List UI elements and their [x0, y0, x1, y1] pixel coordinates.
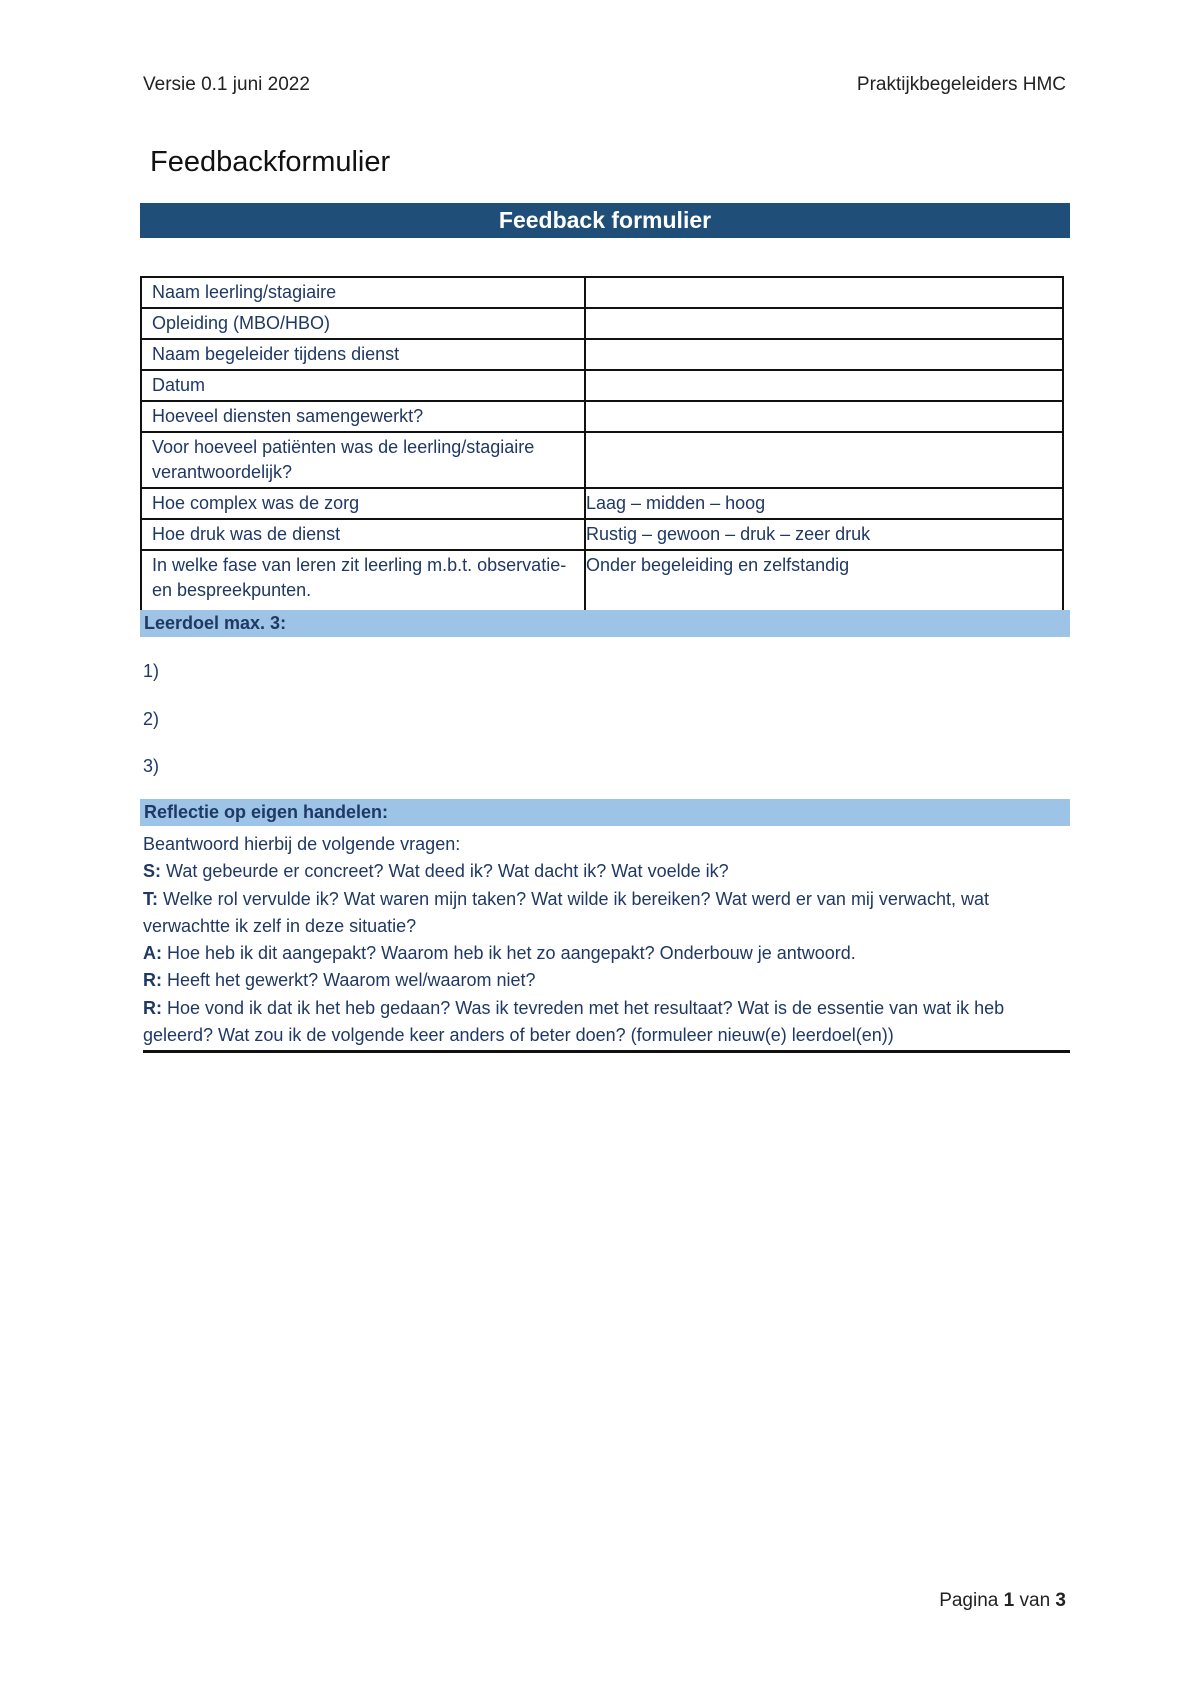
table-row: [141, 488, 1063, 519]
reflection-question: [143, 940, 1070, 967]
row-label: Opleiding (MBO/HBO): [141, 308, 585, 339]
learning-goals-heading: Leerdoel max. 3:: [140, 610, 1070, 637]
question-text: Hoe heb ik dit aangepakt? Waarom heb ik het zo aangepakt? Onderbouw je antwoord.: [162, 943, 856, 964]
row-label: Hoe complex was de zorg: [141, 488, 585, 519]
reflection-question: [143, 967, 1070, 994]
table-row: [141, 339, 1063, 370]
row-value-field[interactable]: Onder begeleiding en zelfstandig: [585, 550, 1063, 611]
page-title: Feedbackformulier: [150, 146, 391, 178]
table-row: [141, 519, 1063, 550]
learning-goal-item[interactable]: 3): [143, 756, 160, 776]
of-word: van: [1019, 1590, 1051, 1611]
table-row: [141, 277, 1063, 308]
row-label: In welke fase van leren zit leerling m.b.t. observatie- en bespreekpunten.: [141, 550, 585, 611]
table-row: [141, 370, 1063, 401]
question-text: Welke rol vervulde ik? Wat waren mijn taken? Wat wilde ik bereiken? Wat werd er van mij verwacht, wat verwachtte ik zelf in deze situatie?: [143, 888, 989, 936]
table-row: [141, 401, 1063, 432]
question-text: Heeft het gewerkt? Waarom wel/waarom niet?: [162, 970, 536, 991]
question-text: Wat gebeurde er concreet? Wat deed ik? Wat dacht ik? Wat voelde ik?: [161, 861, 729, 882]
row-value-field[interactable]: Rustig – gewoon – druk – zeer druk: [585, 519, 1063, 550]
row-label: Naam leerling/stagiaire: [141, 277, 585, 308]
row-value-field[interactable]: [585, 339, 1063, 370]
row-value-field[interactable]: [585, 308, 1063, 339]
info-table: [140, 276, 1064, 612]
row-label: Voor hoeveel patiënten was de leerling/stagiaire verantwoordelijk?: [141, 432, 585, 488]
reflection-question: [143, 995, 1070, 1050]
page-current: 1: [1003, 1590, 1015, 1611]
question-letter: R:: [143, 997, 162, 1018]
reflection-intro: Beantwoord hierbij de volgende vragen:: [143, 834, 461, 854]
question-letter: A:: [143, 943, 162, 964]
question-text: Hoe vond ik dat ik het heb gedaan? Was ik tevreden met het resultaat? Wat is de essentie van wat ik heb geleerd? Wat zou ik de volgende keer anders of beter doen? (formuleer nieuw(e) leerdoel(en)): [143, 997, 1005, 1046]
table-row: [141, 308, 1063, 339]
header-organization: Praktijkbegeleiders HMC: [856, 74, 1066, 95]
row-label: Datum: [141, 370, 585, 401]
learning-goal-item[interactable]: 2): [143, 709, 160, 729]
question-letter: T:: [143, 888, 158, 909]
table-row: [141, 432, 1063, 488]
form-title-bar: Feedback formulier: [140, 203, 1070, 238]
reflection-heading: Reflectie op eigen handelen:: [140, 799, 1070, 826]
page-total: 3: [1055, 1590, 1066, 1611]
row-value-field[interactable]: [585, 432, 1063, 488]
page-number: [939, 1590, 1066, 1612]
header-version: Versie 0.1 juni 2022: [143, 74, 310, 95]
reflection-question: [143, 858, 1070, 885]
table-row: [141, 550, 1063, 611]
row-value-field[interactable]: [585, 277, 1063, 308]
row-label: Hoe druk was de dienst: [141, 519, 585, 550]
reflection-questions: [143, 831, 1070, 1053]
row-value-field[interactable]: [585, 370, 1063, 401]
learning-goal-item[interactable]: 1): [143, 661, 160, 681]
row-label: Hoeveel diensten samengewerkt?: [141, 401, 585, 432]
row-label: Naam begeleider tijdens dienst: [141, 339, 585, 370]
row-value-field[interactable]: Laag – midden – hoog: [585, 488, 1063, 519]
question-letter: R:: [143, 970, 162, 991]
reflection-question: [143, 886, 1070, 941]
row-value-field[interactable]: [585, 401, 1063, 432]
question-letter: S:: [143, 861, 161, 882]
page-word: Pagina: [939, 1590, 999, 1611]
